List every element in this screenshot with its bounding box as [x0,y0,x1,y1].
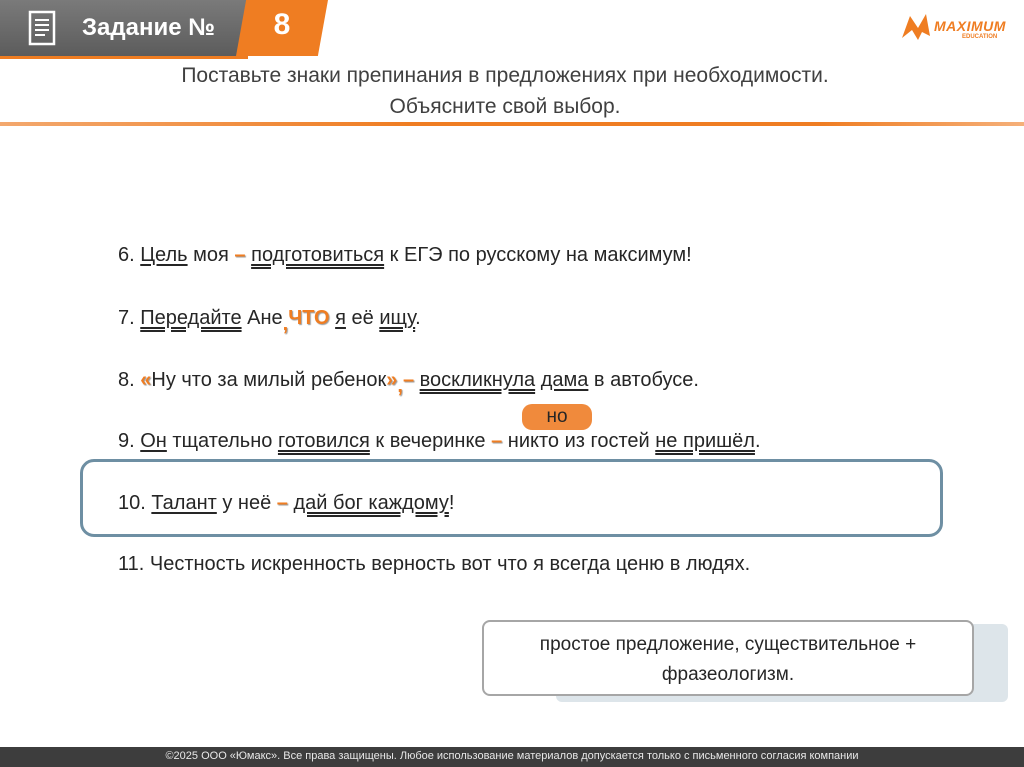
predicate: не пришёл [655,430,755,452]
answer-line-2: фразеологизм. [661,664,795,685]
sentence-9 [118,430,761,453]
text: тщательно [166,430,278,452]
text: её [345,307,380,329]
logo-subtitle: EDUCATION [962,34,998,40]
instruction [0,60,1010,122]
sentence-number: 10. [118,492,152,514]
text: моя [187,244,235,266]
logo-wordmark: MAXIMUM [934,18,1006,34]
subject: Цель [140,244,188,266]
document-icon [24,6,60,50]
answer-box [482,620,974,696]
instruction-line-2: Объясните свой выбор. [389,95,621,118]
page-title: Задание № [82,14,215,41]
text: . [415,307,421,329]
dash-mark: – [491,430,503,452]
sentence-8 [118,369,699,397]
predicate: ищу [379,307,416,329]
subject: Он [140,430,167,452]
dash-mark: – [276,492,288,514]
header-divider [0,122,1024,126]
direct-speech: Ну что за милый ребенок [151,369,387,391]
sentence-10 [118,492,454,515]
sentence-number: 7. [118,307,141,329]
predicate: подготовиться [251,244,385,266]
text: Ане [241,307,283,329]
comma-mark: , [397,375,403,397]
text: никто из гостей [502,430,656,452]
text: к вечеринке [369,430,492,452]
text: в автобусе. [588,369,699,391]
quote-close-mark: » [386,369,398,391]
subject: дама [540,369,589,391]
sentence-7 [118,307,421,335]
sentence-number: 9. [118,430,141,452]
quote-open-mark: « [140,369,152,391]
instruction-line-1: Поставьте знаки препинания в предложениях при необходимости. [181,64,829,87]
dash-mark: – [234,244,246,266]
sentence-number: 6. [118,244,141,266]
text: . [754,430,761,452]
subject: я [335,307,346,329]
sentence-number: 8. [118,369,141,391]
text: у неё [216,492,277,514]
answer-line-1: простое предложение, существительное + [539,634,917,655]
predicate: дай бог каждому [293,492,449,514]
dash-mark: – [402,369,415,391]
predicate: воскликнула [419,369,536,391]
hint-pill: но [522,404,592,430]
predicate: Передайте [140,307,242,329]
comma-mark: , [282,313,289,335]
sentence-11: 11. Честность искренность верность вот что я всегда ценю в людях. [118,553,751,575]
task-number: 8 [273,8,291,41]
conjunction: ЧТО [288,307,330,329]
text: к ЕГЭ по русскому на максимум! [384,244,692,266]
sentence-6 [118,244,692,267]
text: ! [448,492,455,514]
footer-copyright: ©2025 ООО «Юмакс». Все права защищены. Любое использование материалов допускается только с письменного согласия компании [165,750,859,762]
subject: Талант [151,492,217,514]
header-stripe [0,56,248,59]
predicate: готовился [277,430,370,452]
